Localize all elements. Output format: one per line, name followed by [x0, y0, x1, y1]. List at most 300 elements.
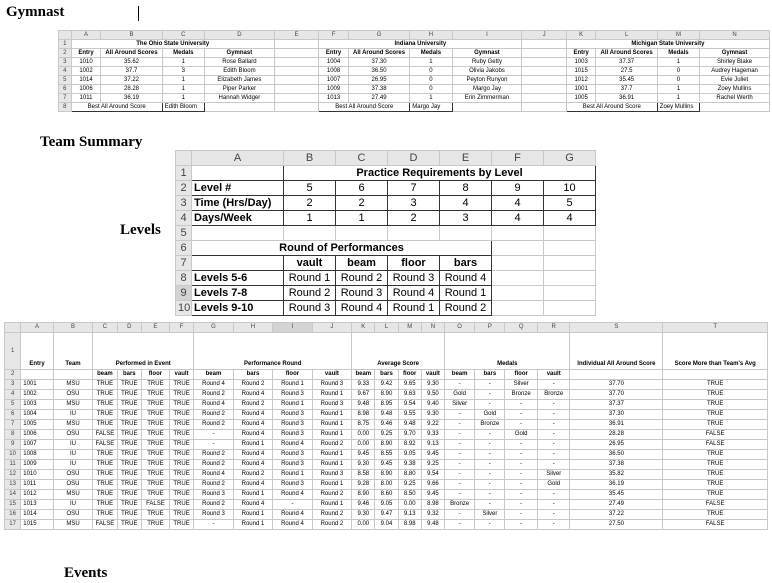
data-cell[interactable]: Round 4: [233, 430, 272, 440]
data-cell[interactable]: Round 4: [273, 510, 312, 520]
data-cell[interactable]: 37.70: [570, 380, 663, 390]
event-subheader[interactable]: vault: [312, 370, 351, 380]
event-subheader[interactable]: floor: [505, 370, 538, 380]
data-cell[interactable]: IU: [53, 460, 92, 470]
data-cell[interactable]: 1007: [319, 76, 349, 85]
event-subheader[interactable]: vault: [537, 370, 570, 380]
data-cell[interactable]: -: [445, 510, 475, 520]
empty-cell[interactable]: [388, 226, 440, 241]
event-subheader[interactable]: beam: [352, 370, 375, 380]
data-cell[interactable]: Gold: [445, 390, 475, 400]
data-cell[interactable]: TRUE: [142, 440, 170, 450]
data-cell[interactable]: Round 3: [194, 510, 233, 520]
data-cell[interactable]: TRUE: [663, 510, 768, 520]
data-cell[interactable]: 9.45: [421, 490, 444, 500]
data-cell[interactable]: 9.47: [375, 510, 398, 520]
data-cell[interactable]: TRUE: [169, 510, 193, 520]
data-cell[interactable]: 9.33: [421, 430, 444, 440]
data-cell[interactable]: 0: [410, 67, 452, 76]
data-cell[interactable]: TRUE: [142, 410, 170, 420]
data-cell[interactable]: Round 4: [336, 301, 388, 316]
data-cell[interactable]: TRUE: [117, 380, 141, 390]
data-cell[interactable]: TRUE: [117, 490, 141, 500]
data-cell[interactable]: TRUE: [663, 450, 768, 460]
data-cell[interactable]: 9.42: [375, 380, 398, 390]
data-cell[interactable]: 36.50: [570, 450, 663, 460]
data-cell[interactable]: 9.13: [421, 440, 444, 450]
data-cell[interactable]: 1002: [21, 390, 54, 400]
empty-cell[interactable]: [522, 58, 566, 67]
data-cell[interactable]: TRUE: [663, 490, 768, 500]
data-cell[interactable]: -: [537, 510, 570, 520]
data-cell[interactable]: 8.90: [375, 440, 398, 450]
column-header[interactable]: L: [596, 31, 657, 40]
empty-cell[interactable]: [522, 76, 566, 85]
column-header[interactable]: A: [71, 31, 101, 40]
data-cell[interactable]: -: [505, 420, 538, 430]
data-cell[interactable]: 1009: [21, 460, 54, 470]
data-cell[interactable]: TRUE: [93, 420, 117, 430]
empty-cell[interactable]: [204, 103, 274, 112]
data-cell[interactable]: TRUE: [663, 460, 768, 470]
data-cell[interactable]: -: [537, 400, 570, 410]
data-cell[interactable]: 9.05: [398, 450, 421, 460]
data-cell[interactable]: 10: [544, 181, 596, 196]
data-cell[interactable]: TRUE: [142, 510, 170, 520]
event-subheader[interactable]: vault: [169, 370, 193, 380]
column-header[interactable]: K: [352, 323, 375, 333]
data-cell[interactable]: 1: [336, 211, 388, 226]
data-cell[interactable]: OSU: [53, 480, 92, 490]
data-cell[interactable]: TRUE: [93, 410, 117, 420]
data-cell[interactable]: 5: [544, 196, 596, 211]
data-cell[interactable]: Round 3: [336, 286, 388, 301]
data-cell[interactable]: 9.04: [375, 520, 398, 530]
subheader-cell[interactable]: Gymnast: [452, 49, 522, 58]
subheader-cell[interactable]: All Around Scores: [101, 49, 162, 58]
data-cell[interactable]: -: [505, 410, 538, 420]
empty-cell[interactable]: [53, 370, 92, 380]
data-cell[interactable]: OSU: [53, 470, 92, 480]
data-cell[interactable]: 9.25: [375, 430, 398, 440]
data-cell[interactable]: Round 2: [194, 500, 233, 510]
data-cell[interactable]: Round 2: [312, 440, 351, 450]
empty-cell[interactable]: [663, 370, 768, 380]
data-cell[interactable]: TRUE: [663, 470, 768, 480]
data-cell[interactable]: OSU: [53, 510, 92, 520]
data-cell[interactable]: OSU: [53, 390, 92, 400]
data-cell[interactable]: Silver: [475, 510, 505, 520]
subheader-cell[interactable]: Medals: [410, 49, 452, 58]
data-cell[interactable]: Peyton Runyon: [452, 76, 522, 85]
data-cell[interactable]: Round 1: [312, 450, 351, 460]
data-cell[interactable]: TRUE: [169, 460, 193, 470]
column-header[interactable]: M: [398, 323, 421, 333]
data-cell[interactable]: -: [445, 470, 475, 480]
data-cell[interactable]: TRUE: [117, 430, 141, 440]
data-cell[interactable]: Round 2: [194, 450, 233, 460]
data-cell[interactable]: Round 1: [312, 390, 351, 400]
data-cell[interactable]: TRUE: [169, 450, 193, 460]
empty-cell[interactable]: [522, 49, 566, 58]
data-cell[interactable]: 37.37: [596, 58, 657, 67]
data-cell[interactable]: TRUE: [169, 380, 193, 390]
subheader-cell[interactable]: Entry: [71, 49, 101, 58]
data-cell[interactable]: TRUE: [142, 450, 170, 460]
average-header[interactable]: Average Score: [352, 333, 445, 370]
data-cell[interactable]: Round 4: [273, 490, 312, 500]
data-cell[interactable]: TRUE: [117, 390, 141, 400]
data-cell[interactable]: 37.38: [570, 460, 663, 470]
data-cell[interactable]: 3: [162, 67, 204, 76]
data-cell[interactable]: TRUE: [169, 390, 193, 400]
data-cell[interactable]: -: [475, 480, 505, 490]
column-header[interactable]: R: [537, 323, 570, 333]
data-cell[interactable]: FALSE: [93, 520, 117, 530]
data-cell[interactable]: Margo Jay: [452, 85, 522, 94]
data-cell[interactable]: 8.90: [375, 470, 398, 480]
data-cell[interactable]: Erin Zimmerman: [452, 94, 522, 103]
data-cell[interactable]: 9.30: [352, 460, 375, 470]
data-cell[interactable]: 36.19: [101, 94, 162, 103]
data-cell[interactable]: TRUE: [117, 450, 141, 460]
data-cell[interactable]: 37.22: [570, 510, 663, 520]
data-cell[interactable]: 35.62: [101, 58, 162, 67]
column-header[interactable]: A: [192, 151, 284, 166]
data-cell[interactable]: -: [537, 460, 570, 470]
data-cell[interactable]: TRUE: [663, 400, 768, 410]
data-cell[interactable]: 27.50: [570, 520, 663, 530]
data-cell[interactable]: IU: [53, 410, 92, 420]
data-cell[interactable]: TRUE: [169, 470, 193, 480]
event-subheader[interactable]: bars: [117, 370, 141, 380]
data-cell[interactable]: TRUE: [117, 420, 141, 430]
data-cell[interactable]: 0: [410, 76, 452, 85]
data-cell[interactable]: -: [537, 500, 570, 510]
data-cell[interactable]: Round 1: [312, 410, 351, 420]
column-header[interactable]: T: [663, 323, 768, 333]
column-header[interactable]: C: [93, 323, 117, 333]
data-cell[interactable]: 9.67: [352, 390, 375, 400]
data-cell[interactable]: 9.63: [398, 390, 421, 400]
data-cell[interactable]: Rachel Werth: [700, 94, 770, 103]
data-cell[interactable]: 9.54: [398, 400, 421, 410]
data-cell[interactable]: TRUE: [142, 400, 170, 410]
data-cell[interactable]: 8.50: [398, 490, 421, 500]
data-cell[interactable]: 9.30: [421, 410, 444, 420]
data-cell[interactable]: Round 3: [273, 390, 312, 400]
data-cell[interactable]: -: [505, 400, 538, 410]
data-cell[interactable]: TRUE: [117, 440, 141, 450]
data-cell[interactable]: TRUE: [117, 520, 141, 530]
data-cell[interactable]: 1: [410, 94, 452, 103]
data-cell[interactable]: IU: [53, 440, 92, 450]
column-header[interactable]: G: [348, 31, 409, 40]
data-cell[interactable]: Round 2: [233, 380, 272, 390]
data-cell[interactable]: -: [537, 440, 570, 450]
column-header[interactable]: G: [544, 151, 596, 166]
data-cell[interactable]: TRUE: [169, 520, 193, 530]
data-cell[interactable]: Ruby Getty: [452, 58, 522, 67]
data-cell[interactable]: 1007: [21, 440, 54, 450]
event-subheader[interactable]: beam: [93, 370, 117, 380]
data-cell[interactable]: 1015: [566, 67, 596, 76]
data-cell[interactable]: FALSE: [142, 500, 170, 510]
empty-cell[interactable]: [492, 301, 544, 316]
round-header[interactable]: Performance Round: [194, 333, 352, 370]
column-header[interactable]: E: [440, 151, 492, 166]
data-cell[interactable]: 2: [336, 196, 388, 211]
empty-cell[interactable]: [492, 271, 544, 286]
data-cell[interactable]: 1011: [21, 480, 54, 490]
data-cell[interactable]: Silver: [445, 400, 475, 410]
empty-cell[interactable]: [440, 226, 492, 241]
subheader-cell[interactable]: Entry: [566, 49, 596, 58]
data-cell[interactable]: Round 1: [273, 470, 312, 480]
empty-cell[interactable]: [544, 226, 596, 241]
empty-cell[interactable]: [570, 370, 663, 380]
data-cell[interactable]: Round 2: [233, 400, 272, 410]
round-header-cell[interactable]: floor: [388, 256, 440, 271]
data-cell[interactable]: 26.95: [570, 440, 663, 450]
data-cell[interactable]: 36.91: [596, 94, 657, 103]
data-cell[interactable]: Round 2: [194, 420, 233, 430]
data-cell[interactable]: TRUE: [93, 500, 117, 510]
data-cell[interactable]: 2: [284, 196, 336, 211]
data-cell[interactable]: TRUE: [663, 420, 768, 430]
data-cell[interactable]: FALSE: [663, 440, 768, 450]
data-cell[interactable]: 0.00: [352, 520, 375, 530]
data-cell[interactable]: -: [445, 380, 475, 390]
column-header[interactable]: D: [388, 151, 440, 166]
data-cell[interactable]: TRUE: [169, 490, 193, 500]
data-cell[interactable]: Round 1: [312, 480, 351, 490]
data-cell[interactable]: TRUE: [142, 470, 170, 480]
data-cell[interactable]: -: [537, 410, 570, 420]
data-cell[interactable]: FALSE: [663, 430, 768, 440]
data-cell[interactable]: 37.70: [570, 390, 663, 400]
column-header[interactable]: I: [452, 31, 522, 40]
data-cell[interactable]: Round 1: [388, 301, 440, 316]
row-label-cell[interactable]: Levels 5-6: [192, 271, 284, 286]
data-cell[interactable]: Olivia Jakobs: [452, 67, 522, 76]
data-cell[interactable]: 8.75: [352, 420, 375, 430]
data-cell[interactable]: 0: [410, 85, 452, 94]
data-cell[interactable]: 28.28: [101, 85, 162, 94]
data-cell[interactable]: Round 1: [440, 286, 492, 301]
data-cell[interactable]: -: [475, 400, 505, 410]
column-header[interactable]: N: [700, 31, 770, 40]
data-cell[interactable]: -: [194, 520, 233, 530]
data-cell[interactable]: 9.40: [421, 400, 444, 410]
column-header[interactable]: D: [117, 323, 141, 333]
round-title-cell[interactable]: Round of Performances: [192, 241, 492, 256]
data-cell[interactable]: 27.49: [348, 94, 409, 103]
data-cell[interactable]: 9.66: [421, 480, 444, 490]
data-cell[interactable]: Bronze: [475, 420, 505, 430]
column-header[interactable]: S: [570, 323, 663, 333]
data-cell[interactable]: 9.45: [375, 460, 398, 470]
data-cell[interactable]: FALSE: [663, 520, 768, 530]
data-cell[interactable]: Round 1: [312, 420, 351, 430]
event-subheader[interactable]: floor: [398, 370, 421, 380]
data-cell[interactable]: TRUE: [169, 400, 193, 410]
data-cell[interactable]: -: [475, 490, 505, 500]
empty-cell[interactable]: [21, 370, 54, 380]
column-header[interactable]: Q: [505, 323, 538, 333]
data-cell[interactable]: 1014: [21, 510, 54, 520]
column-header[interactable]: O: [445, 323, 475, 333]
data-cell[interactable]: 9.38: [398, 460, 421, 470]
data-cell[interactable]: -: [445, 520, 475, 530]
data-cell[interactable]: Round 1: [312, 430, 351, 440]
data-cell[interactable]: Bronze: [537, 390, 570, 400]
round-header-cell[interactable]: bars: [440, 256, 492, 271]
data-cell[interactable]: TRUE: [93, 460, 117, 470]
data-cell[interactable]: 37.7: [596, 85, 657, 94]
data-cell[interactable]: Rose Ballard: [204, 58, 274, 67]
empty-cell[interactable]: [544, 271, 596, 286]
data-cell[interactable]: 1: [162, 58, 204, 67]
column-header[interactable]: F: [492, 151, 544, 166]
data-cell[interactable]: 9.46: [375, 420, 398, 430]
column-header[interactable]: B: [284, 151, 336, 166]
data-cell[interactable]: 1010: [71, 58, 101, 67]
data-cell[interactable]: -: [475, 520, 505, 530]
data-cell[interactable]: 37.22: [101, 76, 162, 85]
data-cell[interactable]: Gold: [537, 480, 570, 490]
empty-cell[interactable]: [284, 226, 336, 241]
data-cell[interactable]: -: [505, 520, 538, 530]
data-cell[interactable]: -: [475, 500, 505, 510]
data-cell[interactable]: Bronze: [505, 390, 538, 400]
data-cell[interactable]: Round 4: [233, 480, 272, 490]
data-cell[interactable]: 9.22: [421, 420, 444, 430]
data-cell[interactable]: 1: [657, 85, 699, 94]
data-cell[interactable]: TRUE: [169, 430, 193, 440]
data-cell[interactable]: Round 4: [233, 460, 272, 470]
data-cell[interactable]: TRUE: [117, 500, 141, 510]
data-cell[interactable]: -: [505, 460, 538, 470]
empty-cell[interactable]: [274, 85, 318, 94]
data-cell[interactable]: Round 1: [312, 500, 351, 510]
data-cell[interactable]: -: [475, 450, 505, 460]
data-cell[interactable]: Round 2: [312, 520, 351, 530]
column-header[interactable]: J: [312, 323, 351, 333]
empty-cell[interactable]: [522, 103, 566, 112]
data-cell[interactable]: -: [537, 520, 570, 530]
more-than-avg-header[interactable]: Score More than Team's Avg: [663, 333, 768, 370]
column-header[interactable]: B: [53, 323, 92, 333]
data-cell[interactable]: Round 4: [388, 286, 440, 301]
data-cell[interactable]: Round 1: [233, 440, 272, 450]
data-cell[interactable]: -: [445, 440, 475, 450]
column-header[interactable]: I: [273, 323, 312, 333]
data-cell[interactable]: 1005: [21, 420, 54, 430]
data-cell[interactable]: 8.60: [375, 490, 398, 500]
data-cell[interactable]: TRUE: [663, 480, 768, 490]
data-cell[interactable]: Round 1: [273, 380, 312, 390]
data-cell[interactable]: 35.45: [570, 490, 663, 500]
column-header[interactable]: G: [194, 323, 233, 333]
data-cell[interactable]: Round 4: [194, 400, 233, 410]
column-header[interactable]: L: [375, 323, 398, 333]
data-cell[interactable]: Gold: [475, 410, 505, 420]
data-cell[interactable]: -: [475, 470, 505, 480]
empty-cell[interactable]: [492, 286, 544, 301]
column-header[interactable]: J: [522, 31, 566, 40]
data-cell[interactable]: 1012: [21, 490, 54, 500]
data-cell[interactable]: Round 2: [440, 301, 492, 316]
data-cell[interactable]: 36.91: [570, 420, 663, 430]
data-cell[interactable]: Round 3: [273, 460, 312, 470]
data-cell[interactable]: Round 1: [233, 490, 272, 500]
data-cell[interactable]: 9.33: [352, 380, 375, 390]
data-cell[interactable]: Zoey Mullins: [700, 85, 770, 94]
data-cell[interactable]: 9.45: [352, 450, 375, 460]
data-cell[interactable]: -: [505, 440, 538, 450]
data-cell[interactable]: 2: [388, 211, 440, 226]
event-subheader[interactable]: floor: [142, 370, 170, 380]
data-cell[interactable]: Round 3: [194, 490, 233, 500]
data-cell[interactable]: TRUE: [142, 380, 170, 390]
data-cell[interactable]: 0.00: [398, 500, 421, 510]
medals-header[interactable]: Medals: [445, 333, 570, 370]
data-cell[interactable]: 9.55: [398, 410, 421, 420]
data-cell[interactable]: 9.32: [421, 510, 444, 520]
data-cell[interactable]: 1008: [319, 67, 349, 76]
data-cell[interactable]: TRUE: [663, 390, 768, 400]
data-cell[interactable]: TRUE: [93, 400, 117, 410]
data-cell[interactable]: Round 4: [440, 271, 492, 286]
data-cell[interactable]: Round 3: [273, 410, 312, 420]
data-cell[interactable]: Round 3: [388, 271, 440, 286]
data-cell[interactable]: 9.48: [398, 420, 421, 430]
data-cell[interactable]: -: [445, 410, 475, 420]
data-cell[interactable]: 9.46: [352, 500, 375, 510]
data-cell[interactable]: 1013: [21, 500, 54, 510]
subheader-cell[interactable]: Medals: [162, 49, 204, 58]
empty-cell[interactable]: [522, 94, 566, 103]
empty-cell[interactable]: [492, 256, 544, 271]
best-label-cell[interactable]: Best All Around Score: [319, 103, 410, 112]
empty-cell[interactable]: [452, 103, 522, 112]
data-cell[interactable]: Bronze: [445, 500, 475, 510]
data-cell[interactable]: TRUE: [117, 410, 141, 420]
data-cell[interactable]: 1008: [21, 450, 54, 460]
data-cell[interactable]: 9: [492, 181, 544, 196]
data-cell[interactable]: Round 1: [284, 271, 336, 286]
data-cell[interactable]: Edith Bloom: [204, 67, 274, 76]
event-subheader[interactable]: bars: [233, 370, 272, 380]
empty-cell[interactable]: [336, 226, 388, 241]
data-cell[interactable]: 1: [410, 58, 452, 67]
column-header[interactable]: H: [410, 31, 452, 40]
data-cell[interactable]: -: [445, 480, 475, 490]
data-cell[interactable]: 26.95: [348, 76, 409, 85]
data-cell[interactable]: Round 3: [284, 301, 336, 316]
data-cell[interactable]: 9.54: [421, 470, 444, 480]
row-label-cell[interactable]: Levels 9-10: [192, 301, 284, 316]
data-cell[interactable]: -: [475, 440, 505, 450]
subheader-cell[interactable]: Gymnast: [700, 49, 770, 58]
best-gymnast-cell[interactable]: Zoey Mullins: [657, 103, 699, 112]
data-cell[interactable]: 0: [657, 67, 699, 76]
data-cell[interactable]: -: [273, 500, 312, 510]
empty-cell[interactable]: [274, 94, 318, 103]
data-cell[interactable]: 8.58: [352, 470, 375, 480]
data-cell[interactable]: Round 4: [273, 520, 312, 530]
